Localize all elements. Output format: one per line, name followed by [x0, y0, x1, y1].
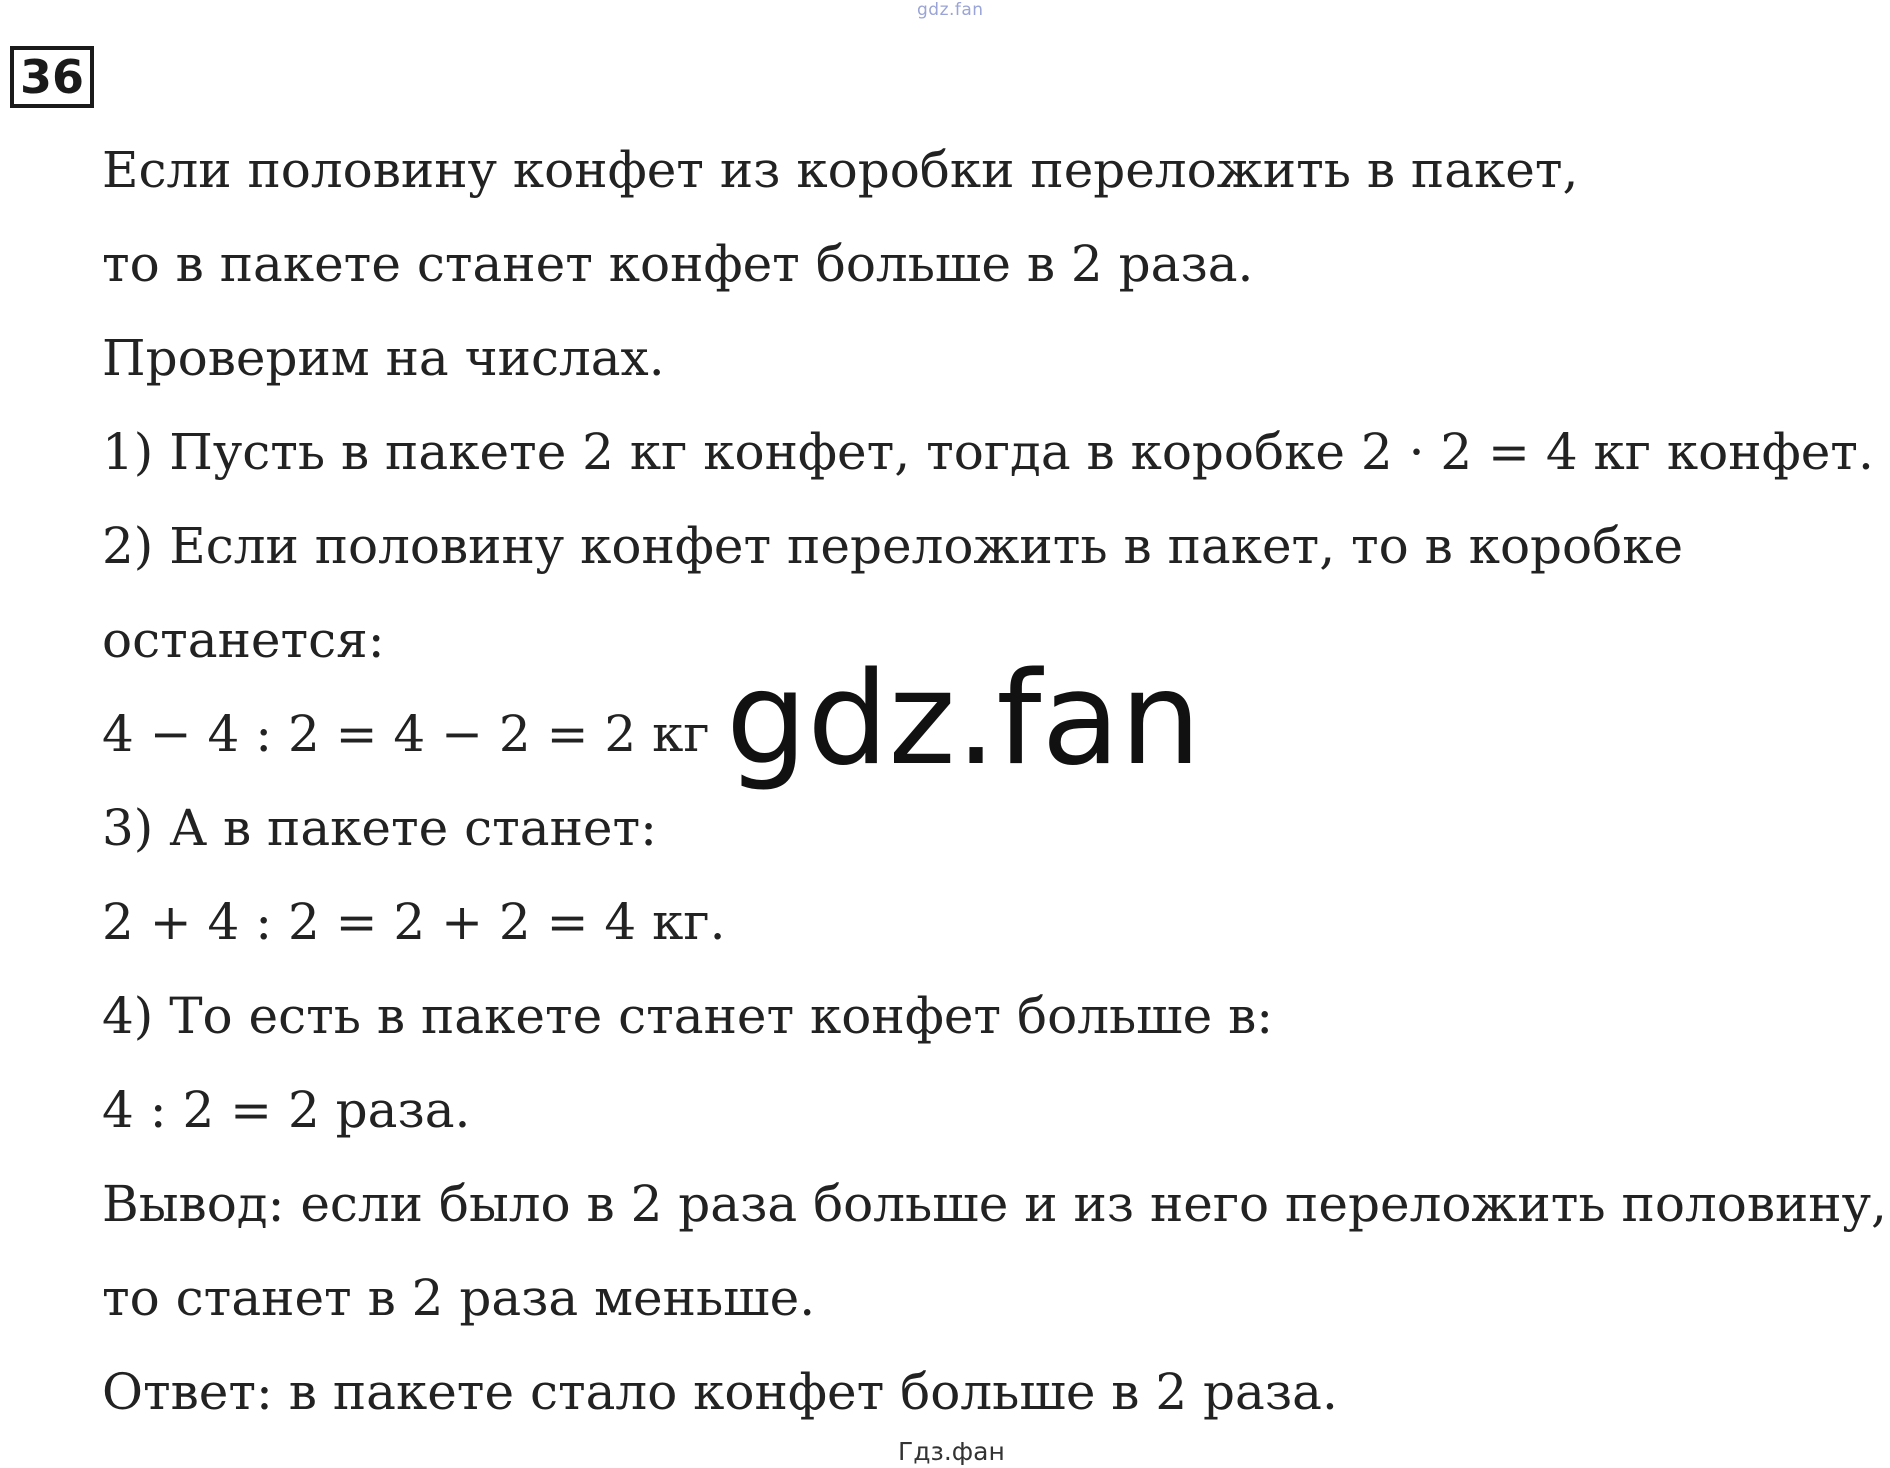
problem-number: 36 [10, 46, 94, 108]
text-line: Проверим на числах. [102, 329, 665, 387]
watermark-center: gdz.fan [726, 645, 1201, 794]
text-line: 2) Если половину конфет переложить в пакет, то в коробке [102, 517, 1684, 575]
equation-line: 4 − 4 : 2 = 4 − 2 = 2 кг [102, 705, 710, 763]
text-line: 4) То есть в пакете станет конфет больше в: [102, 987, 1274, 1045]
text-line: Вывод: если было в 2 раза больше и из него переложить половину, [102, 1175, 1887, 1233]
watermark-bottom: Гдз.фан [898, 1437, 1005, 1466]
answer-line: Ответ: в пакете стало конфет больше в 2 раза. [102, 1363, 1338, 1421]
text-line: Если половину конфет из коробки переложить в пакет, [102, 141, 1579, 199]
text-line: то в пакете станет конфет больше в 2 раза. [102, 235, 1254, 293]
watermark-top: gdz.fan [917, 0, 984, 20]
text-line: останется: [102, 611, 385, 669]
text-line: 1) Пусть в пакете 2 кг конфет, тогда в коробке 2 · 2 = 4 кг конфет. [102, 423, 1874, 481]
equation-line: 4 : 2 = 2 раза. [102, 1081, 471, 1139]
text-line: то станет в 2 раза меньше. [102, 1269, 816, 1327]
equation-line: 2 + 4 : 2 = 2 + 2 = 4 кг. [102, 893, 726, 951]
text-line: 3) А в пакете станет: [102, 799, 658, 857]
